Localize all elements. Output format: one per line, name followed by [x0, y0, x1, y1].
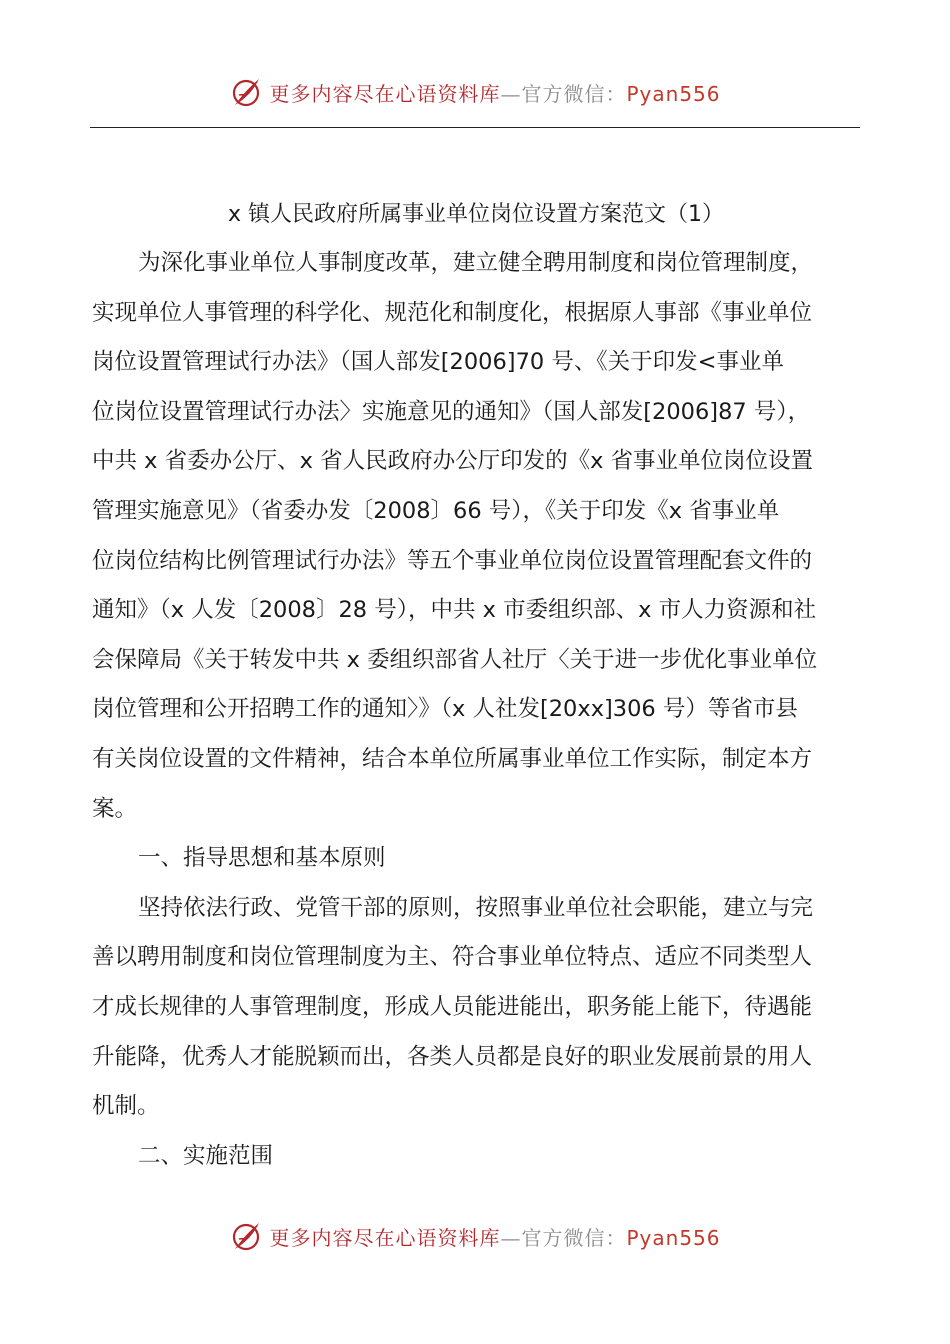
banner-wechat-id: Pyan556: [626, 81, 721, 106]
banner-library-name: 更多内容尽在心语资料库: [269, 1225, 501, 1250]
quill-pen-icon: [229, 75, 263, 109]
paragraph-line: 岗位设置管理试行办法》（国人部发[2006]70 号、《关于印发<事业单: [92, 349, 784, 376]
paragraph-line: 有关岗位设置的文件精神，结合本单位所属事业单位工作实际，制定本方: [92, 745, 813, 772]
footer-banner: [0, 1216, 950, 1256]
document-title: x 镇人民政府所属事业单位岗位设置方案范文（1）: [227, 202, 724, 227]
header-banner: [0, 72, 950, 112]
banner-library-name: 更多内容尽在心语资料库: [269, 81, 501, 106]
paragraph-line: 位岗位设置管理试行办法〉实施意见的通知》（国人部发[2006]87 号），: [92, 398, 811, 425]
paragraph-line: 会保障局《关于转发中共 x 委组织部省人社厅〈关于进一步优化事业单位: [92, 646, 818, 673]
paragraph-line: 实现单位人事管理的科学化、规范化和制度化，根据原人事部《事业单位: [92, 299, 813, 326]
paragraph-line: 岗位管理和公开招聘工作的通知〉》（x 人社发[20xx]306 号）等省市县: [92, 696, 798, 723]
banner-text: [269, 1222, 720, 1251]
paragraph-line: 位岗位结构比例管理试行办法》等五个事业单位岗位设置管理配套文件的: [92, 547, 813, 574]
section-heading-1: 一、指导思想和基本原则: [138, 845, 386, 872]
banner-wechat-label: —官方微信：: [500, 81, 627, 106]
paragraph-line: 案。: [92, 795, 138, 822]
paragraph-line: 善以聘用制度和岗位管理制度为主、符合事业单位特点、适应不同类型人: [92, 944, 813, 971]
paragraph-line: 通知》（x 人发〔2008〕28 号），中共 x 市委组织部、x 市人力资源和社: [92, 597, 817, 624]
quill-pen-icon: [229, 1219, 263, 1253]
banner-text: [269, 78, 720, 107]
header-divider: [90, 127, 860, 128]
document-body: [92, 190, 860, 1181]
paragraph-line: 机制。: [92, 1093, 160, 1120]
paragraph-line: 坚持依法行政、党管干部的原则，按照事业单位社会职能，建立与完: [138, 894, 814, 921]
banner-wechat-id: Pyan556: [626, 1225, 721, 1250]
paragraph-2: [92, 884, 860, 1132]
paragraph-line: 为深化事业单位人事制度改革，建立健全聘用制度和岗位管理制度，: [138, 250, 814, 276]
paragraph-line: 升能降，优秀人才能脱颖而出，各类人员都是良好的职业发展前景的用人: [92, 1043, 813, 1070]
paragraph-1: [92, 239, 860, 834]
paragraph-line: 才成长规律的人事管理制度，形成人员能进能出，职务能上能下，待遇能: [92, 993, 813, 1020]
section-heading-2: 二、实施范围: [138, 1142, 274, 1169]
paragraph-line: 中共 x 省委办公厅、x 省人民政府办公厅印发的《x 省事业单位岗位设置: [92, 448, 814, 475]
banner-wechat-label: —官方微信：: [500, 1225, 627, 1250]
paragraph-line: 管理实施意见》（省委办发〔2008〕66 号），《关于印发《x 省事业单: [92, 497, 780, 524]
